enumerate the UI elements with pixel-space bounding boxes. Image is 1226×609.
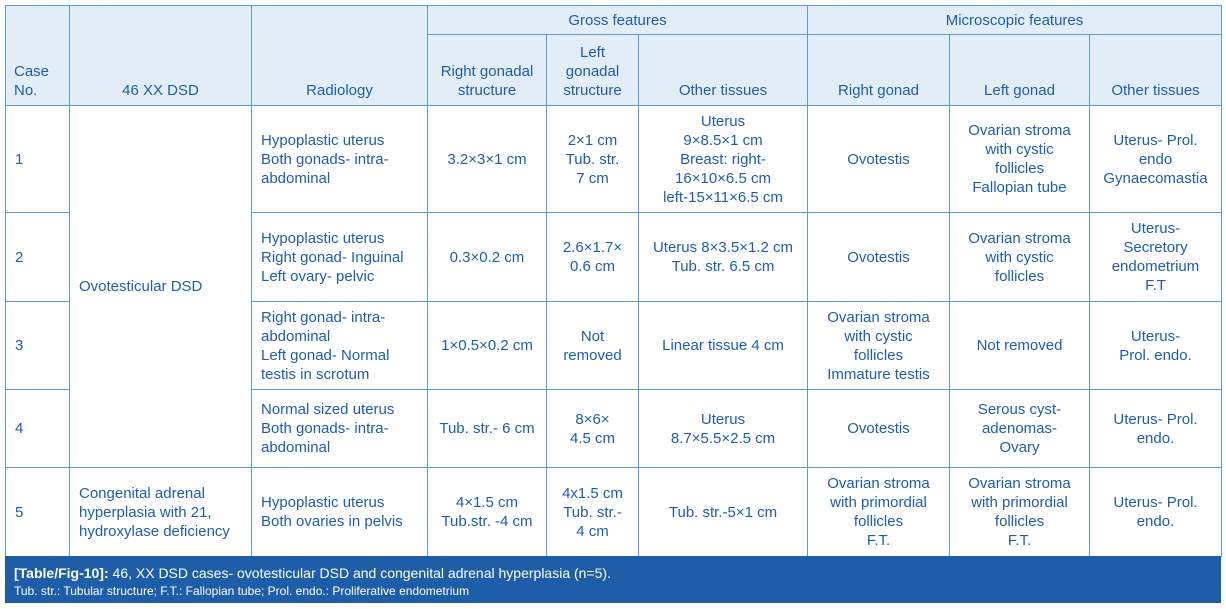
right-gonadal-cell: 0.3×0.2 cm: [428, 213, 547, 302]
group-ovotesticular-dsd: Ovotesticular DSD: [70, 106, 252, 468]
other-tissues-micro-cell: Uterus- Prol. endo.: [1090, 468, 1222, 557]
table-row: [6, 468, 1222, 557]
radiology-cell: Hypoplastic uterus Both ovaries in pelvis: [252, 468, 428, 557]
group-congenital-adrenal-hyperplasia: Congenital adrenal hyperplasia with 21, hydroxylase deficiency: [70, 468, 252, 557]
right-gonad-cell: Ovarian stroma with primordial follicles F.T.: [808, 468, 950, 557]
left-gonad-cell: Ovarian stroma with cystic follicles Fallopian tube: [950, 106, 1090, 213]
table-caption: [5, 556, 1221, 603]
case-number: 1: [6, 106, 70, 213]
header-right-gonad: Right gonad: [808, 35, 950, 106]
header-other-tissues-gross: Other tissues: [639, 35, 808, 106]
radiology-cell: Hypoplastic uterus Right gonad- Inguinal Left ovary- pelvic: [252, 213, 428, 302]
caption-text: 46, XX DSD cases- ovotesticular DSD and congenital adrenal hyperplasia (n=5).: [108, 565, 611, 581]
other-tissues-gross-cell: Linear tissue 4 cm: [639, 302, 808, 390]
left-gonadal-cell: 8×6× 4.5 cm: [547, 390, 639, 468]
header-microscopic-features: Microscopic features: [808, 6, 1222, 35]
case-number: 3: [6, 302, 70, 390]
table-row: [6, 106, 1222, 213]
left-gonadal-cell: 2.6×1.7× 0.6 cm: [547, 213, 639, 302]
header-gross-features: Gross features: [428, 6, 808, 35]
right-gonadal-cell: 3.2×3×1 cm: [428, 106, 547, 213]
other-tissues-micro-cell: Uterus- Prol. endo.: [1090, 390, 1222, 468]
case-number: 2: [6, 213, 70, 302]
header-case-no: Case No.: [6, 6, 70, 106]
caption-footnote: Tub. str.: Tubular structure; F.T.: Fallopian tube; Prol. endo.: Proliferative endometrium: [14, 584, 470, 598]
left-gonadal-cell: 4x1.5 cm Tub. str.- 4 cm: [547, 468, 639, 557]
radiology-cell: Normal sized uterus Both gonads- intra- abdominal: [252, 390, 428, 468]
header-left-gonadal-structure: Left gonadal structure: [547, 35, 639, 106]
right-gonad-cell: Ovotestis: [808, 213, 950, 302]
header-left-gonad: Left gonad: [950, 35, 1090, 106]
case-number: 4: [6, 390, 70, 468]
case-number: 5: [6, 468, 70, 557]
radiology-cell: Right gonad- intra- abdominal Left gonad- Normal testis in scrotum: [252, 302, 428, 390]
caption-label: [Table/Fig-10]:: [14, 565, 109, 581]
other-tissues-gross-cell: Tub. str.-5×1 cm: [639, 468, 808, 557]
right-gonad-cell: Ovotestis: [808, 390, 950, 468]
left-gonadal-cell: Not removed: [547, 302, 639, 390]
other-tissues-gross-cell: Uterus 8×3.5×1.2 cm Tub. str. 6.5 cm: [639, 213, 808, 302]
other-tissues-micro-cell: Uterus- Prol. endo Gynaecomastia: [1090, 106, 1222, 213]
cases-table: [5, 5, 1222, 557]
left-gonadal-cell: 2×1 cm Tub. str. 7 cm: [547, 106, 639, 213]
right-gonadal-cell: 4×1.5 cm Tub.str. -4 cm: [428, 468, 547, 557]
other-tissues-gross-cell: Uterus 8.7×5.5×2.5 cm: [639, 390, 808, 468]
right-gonadal-cell: 1×0.5×0.2 cm: [428, 302, 547, 390]
left-gonad-cell: Ovarian stroma with primordial follicles F.T.: [950, 468, 1090, 557]
header-radiology: Radiology: [252, 6, 428, 106]
header-right-gonadal-structure: Right gonadal structure: [428, 35, 547, 106]
other-tissues-micro-cell: Uterus- Prol. endo.: [1090, 302, 1222, 390]
left-gonad-cell: Ovarian stroma with cystic follicles: [950, 213, 1090, 302]
other-tissues-micro-cell: Uterus- Secretory endometrium F.T: [1090, 213, 1222, 302]
right-gonadal-cell: Tub. str.- 6 cm: [428, 390, 547, 468]
caption-line: [14, 564, 1212, 582]
other-tissues-gross-cell: Uterus 9×8.5×1 cm Breast: right- 16×10×6.5 cm left-15×11×6.5 cm: [639, 106, 808, 213]
header-other-tissues-micro: Other tissues: [1090, 35, 1222, 106]
radiology-cell: Hypoplastic uterus Both gonads- intra- abdominal: [252, 106, 428, 213]
right-gonad-cell: Ovarian stroma with cystic follicles Immature testis: [808, 302, 950, 390]
right-gonad-cell: Ovotestis: [808, 106, 950, 213]
header-46xx-dsd: 46 XX DSD: [70, 6, 252, 106]
left-gonad-cell: Not removed: [950, 302, 1090, 390]
left-gonad-cell: Serous cyst- adenomas- Ovary: [950, 390, 1090, 468]
